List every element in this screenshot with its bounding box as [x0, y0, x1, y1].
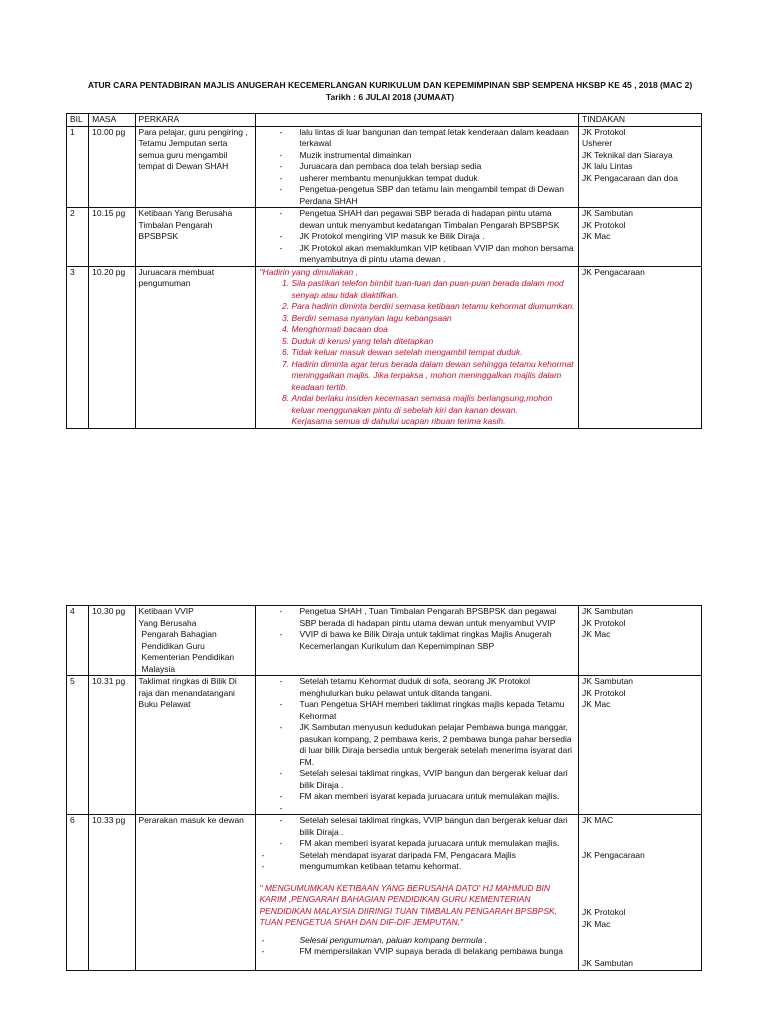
list-item: - JK Protokol mengiring VIP masuk ke Bilik Diraja . [259, 231, 575, 243]
list-item: - lalu lintas di luar bangunan dan tempat letak kenderaan dalam keadaan terkawal [259, 127, 575, 150]
announcement-closing: Kerjasama semua di dahului ucapan ribuan terima kasih. [291, 416, 506, 426]
perkara-line: Yang Berusaha [138, 617, 197, 628]
cell-details [256, 126, 579, 208]
announcement-item: 4. Menghormati bacaan doa [291, 324, 575, 336]
list-item: - FM akan memberi isyarat kepada juruacara untuk memulakan majlis. [259, 791, 575, 803]
title-line-1: ATUR CARA PENTADBIRAN MAJLIS ANUGERAH KECEMERLANGAN KURIKULUM DAN KEPEMIMPINAN SBP SEMPENA HKSBP KE 45 , 2018 (MAC 2) [87, 80, 693, 90]
document-title [60, 80, 720, 103]
announcement-quote: " MENGUMUMKAN KETIBAAN YANG BERUSAHA DATO' HJ MAHMUD BIN KARIM ,PENGARAH BAHAGIAN PENDIDIKAN GURU KEMENTERIAN PENDIDIKAN MALAYSIA DIIRINGI TUAN TIMBALAN PENGARAH BPSBPSK, TUAN PENGETUA SHAH DAN DIF-DIF JEMPUTAN," [259, 882, 558, 927]
header-blank [256, 114, 579, 127]
tindakan-item: Usherer [582, 138, 613, 148]
tindakan-item: JK Protokol [582, 687, 626, 698]
cell-perkara: Taklimat ringkas di Bilik Di raja dan menandatangani Buku Pelawat [135, 676, 256, 815]
agenda-table-page-2 [66, 605, 702, 971]
table-row [67, 208, 702, 267]
cell-perkara: Juruacara membuat pengumuman [135, 266, 256, 428]
cell-masa: 10.00 pg [89, 126, 135, 208]
perkara-line: Pendidikan Guru [141, 640, 205, 651]
cell-bil: 5 [67, 676, 89, 815]
list-item: - JK Sambutan menyusun kedudukan pelajar Pembawa bunga manggar, pasukan kompang, 2 pembawa keris, 2 pembawa bunga pahar bersedia di luar bilik Diraja bersedia untuk bergerak setelah menerima isyarat dari FM. [259, 722, 575, 768]
tindakan-item: JK Sambutan [582, 208, 634, 218]
tindakan-item: JK Sambutan [582, 958, 634, 968]
announcement-item: 7. Hadirin diminta agar terus berada dalam dewan sehingga tetamu kehormat meninggalkan majlis. Jika terpaksa , mohon meninggalkan majlis dalam keadaan tertib. [291, 359, 575, 394]
list-item: - mengumumkan ketibaan tetamu kehormat. [259, 861, 575, 873]
list-item [259, 803, 575, 815]
cell-tindakan [579, 676, 702, 815]
tindakan-item: JK Teknikal dan Siaraya [582, 149, 673, 160]
table-header-row [67, 114, 702, 127]
list-item: - Muzik instrumental dimainkan [259, 150, 575, 162]
table-row [67, 126, 702, 208]
tindakan-item: JK Protokol [582, 907, 626, 917]
tindakan-item: JK Pengacaraan dan doa [582, 172, 678, 183]
list-item: - Pengetua SHAH dan pegawai SBP berada di hadapan pintu utama dewan untuk menyambut kedatangan Timbalan Pengarah BPSBPSK [259, 208, 575, 231]
cell-bil: 3 [67, 266, 89, 428]
cell-bil: 6 [67, 815, 89, 971]
cell-perkara: Para pelajar, guru pengiring , Tetamu Jemputan serta semua guru mengambil tempat di Dewan SHAH [135, 126, 256, 208]
cell-tindakan [579, 266, 702, 428]
tindakan-item: JK Pengacaraan [582, 849, 645, 860]
list-item: - Setelah mendapat isyarat daripada FM, Pengacara Majlis [259, 850, 575, 862]
tindakan-item: JK Sambutan [582, 676, 634, 686]
perkara-line: Ketibaan VVIP [138, 606, 194, 616]
cell-masa: 10.20 pg [89, 266, 135, 428]
list-item: - VVIP di bawa ke Bilik Diraja untuk taklimat ringkas Majlis Anugerah Kecemerlangan Kurikulum dan Kepemimpinan SBP [259, 629, 575, 652]
tindakan-item: JK Pengacaraan [582, 266, 645, 277]
cell-details [256, 208, 579, 267]
cell-masa: 10.15 pg [89, 208, 135, 267]
title-line-2: Tarikh : 6 JULAI 2018 (JUMAAT) [325, 91, 455, 102]
cell-details [256, 266, 579, 428]
tindakan-item: JK Protokol [582, 126, 626, 137]
tindakan-item: JK Mac [582, 918, 611, 929]
perkara-line: Kementerian Pendidikan [141, 652, 235, 662]
cell-perkara [135, 606, 256, 676]
header-tindakan: TINDAKAN [579, 114, 702, 127]
announcement-item: 5. Duduk di kerusi yang telah ditetapkan [291, 336, 575, 348]
table-row [67, 606, 702, 676]
announcement-item: 3. Berdiri semasa nyanyian lagu kebangsaan [291, 313, 575, 325]
cell-tindakan [579, 208, 702, 267]
perkara-line: Pengarah Bahagian [141, 629, 217, 639]
cell-bil: 2 [67, 208, 89, 267]
list-item: - Selesai pengumuman, paluan kompang bermula . [259, 935, 575, 947]
cell-details [256, 815, 579, 971]
tindakan-item: JK lalu Lintas [582, 161, 633, 171]
announcement-item: 6. Tidak keluar masuk dewan setelah mengambil tempat duduk. [291, 347, 575, 359]
list-item: - Setelah selesai taklimat ringkas, VVIP bangun dan bergerak keluar dari bilik Diraja . [259, 768, 575, 791]
list-item: - FM mempersilakan VVIP supaya berada di belakang pembawa bunga [259, 946, 575, 958]
announcement-item: 1. Sila pastikan telefon bimbit tuan-tuan dan puan-puan berada dalam mod senyap atau tidak diaktifkan. [291, 278, 575, 301]
cell-details [256, 606, 579, 676]
tindakan-item: JK Protokol [582, 219, 626, 230]
cell-bil: 4 [67, 606, 89, 676]
tindakan-item: JK Mac [582, 231, 611, 241]
cell-perkara: Ketibaan Yang Berusaha Timbalan Pengarah BPSBPSK [135, 208, 256, 267]
tindakan-item: JK Protokol [582, 617, 626, 628]
list-item: - JK Protokol akan memaklumkan VIP ketibaan VVIP dan mohon bersama menyambutnya di pintu utama dewan . [259, 243, 575, 266]
tindakan-item: JK Sambutan [582, 606, 634, 616]
cell-perkara: Perarakan masuk ke dewan [135, 815, 256, 971]
list-item: - Pengetua-pengetua SBP dan tetamu lain mengambil tempat di Dewan Perdana SHAH [259, 184, 575, 207]
perkara-line: Malaysia [141, 663, 176, 674]
table-row [67, 266, 702, 428]
cell-masa: 10.30 pg [89, 606, 135, 676]
list-item: - Setelah selesai taklimat ringkas, VVIP bangun dan bergerak keluar dari bilik Diraja . [259, 815, 575, 838]
cell-tindakan [579, 815, 702, 971]
header-masa: MASA [89, 114, 135, 127]
list-item: - Juruacara dan pembaca doa telah bersiap sedia [259, 161, 575, 173]
cell-bil: 1 [67, 126, 89, 208]
cell-tindakan [579, 126, 702, 208]
cell-tindakan [579, 606, 702, 676]
table-row [67, 676, 702, 815]
cell-masa: 10.33 pg [89, 815, 135, 971]
list-item: - Tuan Pengetua SHAH memberi taklimat ringkas majlis kepada Tetamu Kehormat [259, 699, 575, 722]
header-perkara: PERKARA [135, 114, 256, 127]
list-item: - Setelah tetamu Kehormat duduk di sofa, seorang JK Protokol menghulurkan buku pelawat untuk ditanda tangani. [259, 676, 575, 699]
announcement-item: 8. Andai berlaku insiden kecemasan semasa majlis berlangsung,mohon keluar menggunakan pintu di sebelah kiri dan kanan dewan. [291, 393, 575, 416]
announcement-item: 2. Para hadirin diminta berdiri semasa ketibaan tetamu kehormat diumumkan. [291, 301, 575, 313]
tindakan-item: JK Mac [582, 629, 611, 639]
list-item: - Pengetua SHAH , Tuan Timbalan Pengarah BPSBPSK dan pegawai SBP berada di hadapan pintu utama dewan untuk menyambut VVIP [259, 606, 575, 629]
list-item: - FM akan memberi isyarat kepada juruacara untuk memulakan majlis. [259, 838, 575, 850]
table-row [67, 815, 702, 971]
cell-masa: 10.31 pg [89, 676, 135, 815]
list-item: - usherer membantu menunjukkan tempat duduk [259, 173, 575, 185]
cell-details [256, 676, 579, 815]
tindakan-item: JK MAC [582, 815, 614, 825]
header-bil: BIL [67, 114, 89, 127]
announcement-intro: "Hadirin yang dimuliakan , [259, 266, 358, 277]
tindakan-item: JK Mac [582, 699, 611, 709]
agenda-table-page-1 [66, 113, 702, 429]
